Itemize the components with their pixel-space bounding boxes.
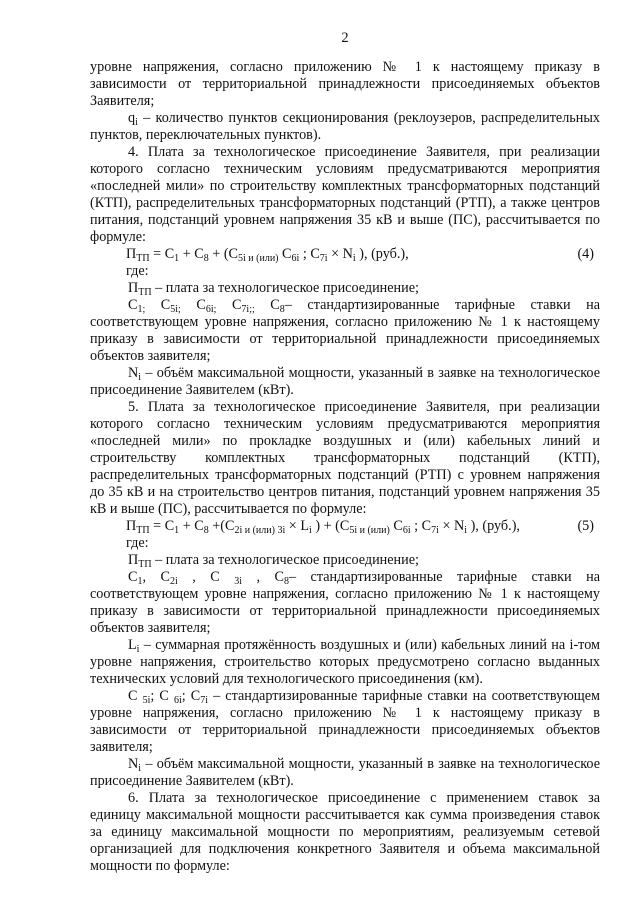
formula-5-expression: $П_{ТП} = C_1 + C_8 +(C_{2i и (или) 3i} \times L_i$ ) + ($C_{5i и (или)}$ $C_{6i}$ ; $C_{7i} \times N_i$ ), (руб.), xyxy=(126,518,520,536)
definition-q-text: – количество пунктов секционирования (реклоузеров, распределительных пунктов, переключательных пунктов). xyxy=(90,110,600,143)
formula-4-number: (4) xyxy=(577,246,594,262)
paragraph-5: 5. Плата за технологическое присоединение Заявителя, при реализации которого согласно техническим условиям предусматриваются мероприятия «последней мили» по прокладке воздушных и (или) кабельных линий и строительству комплектных трансформаторных подстанций (КТП), распределительных трансформаторных подстанций (РТП) с уровнем напряжения до 35 кВ и на строительство центров питания, подстанций уровнем напряжения 35 кВ и выше (ПС), рассчитывается по формуле: xyxy=(90,399,600,517)
definition-l: $L_i$ – суммарная протяжённость воздушных и (или) кабельных линий на i-том уровне напряжения, строительство которых предусмотрено согласно выданных технических условий для технологического присоединения (км). xyxy=(90,637,600,687)
definition-ptp-1: $П_{ТП}$ – плата за технологическое присоединение; xyxy=(128,280,419,298)
page-number: 2 xyxy=(341,30,349,46)
formula-4 xyxy=(90,246,600,263)
sub-q: i xyxy=(135,117,138,128)
definition-n-2: $N_i$ – объём максимальной мощности, указанный в заявке на технологическое присоединение Заявителем (кВт). xyxy=(90,756,600,789)
definition-c-rates-1: $C_{1;}$ $C_{5i;}$ $C_{6i;}$ $C_{7i;;}$ $C_8-$ стандартизированные тарифные ставки на соответствующем уровне напряжения, согласно приложению № 1 к настоящему приказу в зависимости от территориальной принадлежности присоединяемых объектов заявителя; xyxy=(90,297,601,364)
paragraph-voltage-level: уровне напряжения, согласно приложению № 1 к настоящему приказу в зависимости от территориальной принадлежности присоединяемых объектов Заявителя; xyxy=(90,59,600,109)
formula-4-expression: $П_{ТП} = C_1 + C_8 + (C_{5i и (или)}$ $C_{6i}$ ; $C_{7i} \times N_i$ ), (руб.), xyxy=(126,246,409,264)
where-label-2: где: xyxy=(126,535,149,551)
definition-q xyxy=(90,110,600,144)
where-label-1: где: xyxy=(126,263,149,279)
definition-c-rates-3: C $_{5i}$; C $_{6i}$; $C_{7i}$ – стандартизированные тарифные ставки на соответствующем уровне напряжения, согласно приложению № 1 к настоящему приказу в зависимости от территориальной принадлежности присоединяемых объектов заявителя; xyxy=(90,688,601,755)
definition-ptp-2: $П_{ТП}$ – плата за технологическое присоединение; xyxy=(128,552,419,570)
formula-5-number: (5) xyxy=(577,518,594,534)
definition-n-1: $N_i$ – объём максимальной мощности, указанный в заявке на технологическое присоединение Заявителем (кВт). xyxy=(90,365,600,398)
formula-5 xyxy=(90,518,600,535)
definition-c-rates-2: $C_1$, $C_{2i}$ , C $_{3i}$ , $C_8-$ стандартизированные тарифные ставки на соответствующем уровне напряжения, согласно приложению № 1 к настоящему приказу в зависимости от территориальной принадлежности присоединяемых объектов заявителя; xyxy=(90,569,601,636)
paragraph-4: 4. Плата за технологическое присоединение Заявителя, при реализации которого согласно техническим условиям предусматриваются мероприятия «последней мили» по строительству комплектных трансформаторных подстанций (КТП), распределительных трансформаторных подстанций (РТП), а также центров питания, подстанций уровнем напряжения 35 кВ и выше (ПС), рассчитывается по формуле: xyxy=(90,144,600,245)
symbol-q: q xyxy=(128,110,136,126)
paragraph-6: 6. Плата за технологическое присоединение с применением ставок за единицу максимальной мощности рассчитывается как сумма произведения ставок за единицу максимальной мощности по мероприятиям, реализуемым сетевой организацией для подключения конкретного Заявителя и объема максимальной мощности по формуле: xyxy=(90,790,600,874)
